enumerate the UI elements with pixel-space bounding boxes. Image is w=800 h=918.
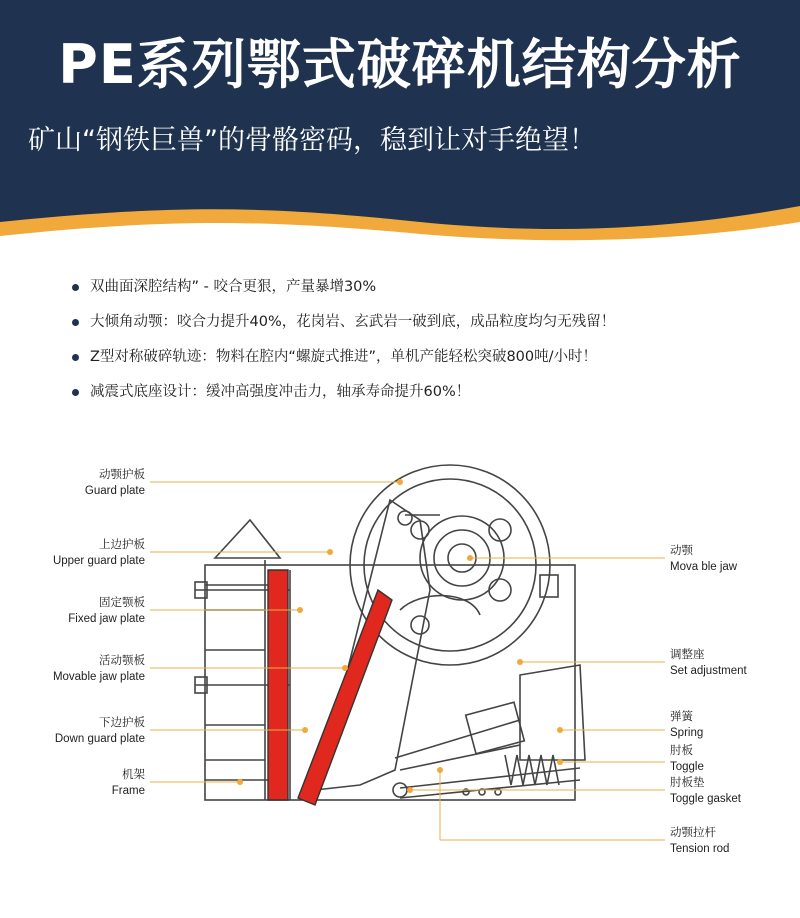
label-tension-rod-en: Tension rod <box>670 843 730 855</box>
label-spring-en: Spring <box>670 727 704 739</box>
header-banner <box>0 0 800 250</box>
label-toggle-en: Toggle <box>670 761 704 773</box>
feature-item: 大倾角动颚：咬合力提升40%，花岗岩、玄武岩一破到底，成品粒度均匀无残留！ <box>72 311 615 346</box>
label-movable-jaw-en: Mova ble jaw <box>670 561 738 573</box>
label-movable-jaw-plate-en: Movable jaw plate <box>52 671 145 683</box>
fixed-jaw-plate <box>268 570 288 800</box>
label-guard-plate-zh: 动颚护板 <box>99 467 145 481</box>
feature-item: 减震式底座设计：缓冲高强度冲击力，轴承寿命提升60%！ <box>72 381 615 416</box>
label-frame-en: Frame <box>111 785 145 797</box>
feature-item: 双曲面深腔结构” - 咬合更狠，产量暴增30% <box>72 276 615 311</box>
page-title: PE系列鄂式破碎机结构分析 <box>58 33 742 96</box>
label-set-adjustment-en: Set adjustment <box>670 665 747 677</box>
page-subtitle: 矿山“钢铁巨兽”的骨骼密码，稳到让对手绝望！ <box>28 125 596 156</box>
label-upper-guard-en: Upper guard plate <box>52 555 145 567</box>
label-tension-rod-zh: 动颚拉杆 <box>670 825 716 839</box>
jaw-crusher-diagram <box>0 440 800 910</box>
label-fixed-jaw-en: Fixed jaw plate <box>68 613 145 625</box>
label-toggle-gasket-zh: 肘板垫 <box>670 775 705 789</box>
label-upper-guard-zh: 上边护板 <box>99 537 145 551</box>
feature-list <box>72 276 615 416</box>
label-movable-jaw-zh: 动颚 <box>670 543 693 557</box>
label-down-guard-en: Down guard plate <box>54 733 145 745</box>
label-movable-jaw-plate-zh: 活动颚板 <box>99 653 145 667</box>
label-toggle-gasket-en: Toggle gasket <box>670 793 741 805</box>
label-fixed-jaw-zh: 固定颚板 <box>99 595 145 609</box>
label-down-guard-zh: 下边护板 <box>99 715 145 729</box>
label-guard-plate-en: Guard plate <box>84 485 145 497</box>
feature-item: Z型对称破碎轨迹：物料在腔内“螺旋式推进”，单机产能轻松突破800吨/小时！ <box>72 346 615 381</box>
label-toggle-zh: 肘板 <box>670 743 693 757</box>
label-spring-zh: 弹簧 <box>670 709 693 723</box>
label-frame-zh: 机架 <box>122 767 145 781</box>
label-set-adjustment-zh: 调整座 <box>670 647 705 661</box>
movable-jaw-plate <box>298 590 392 805</box>
